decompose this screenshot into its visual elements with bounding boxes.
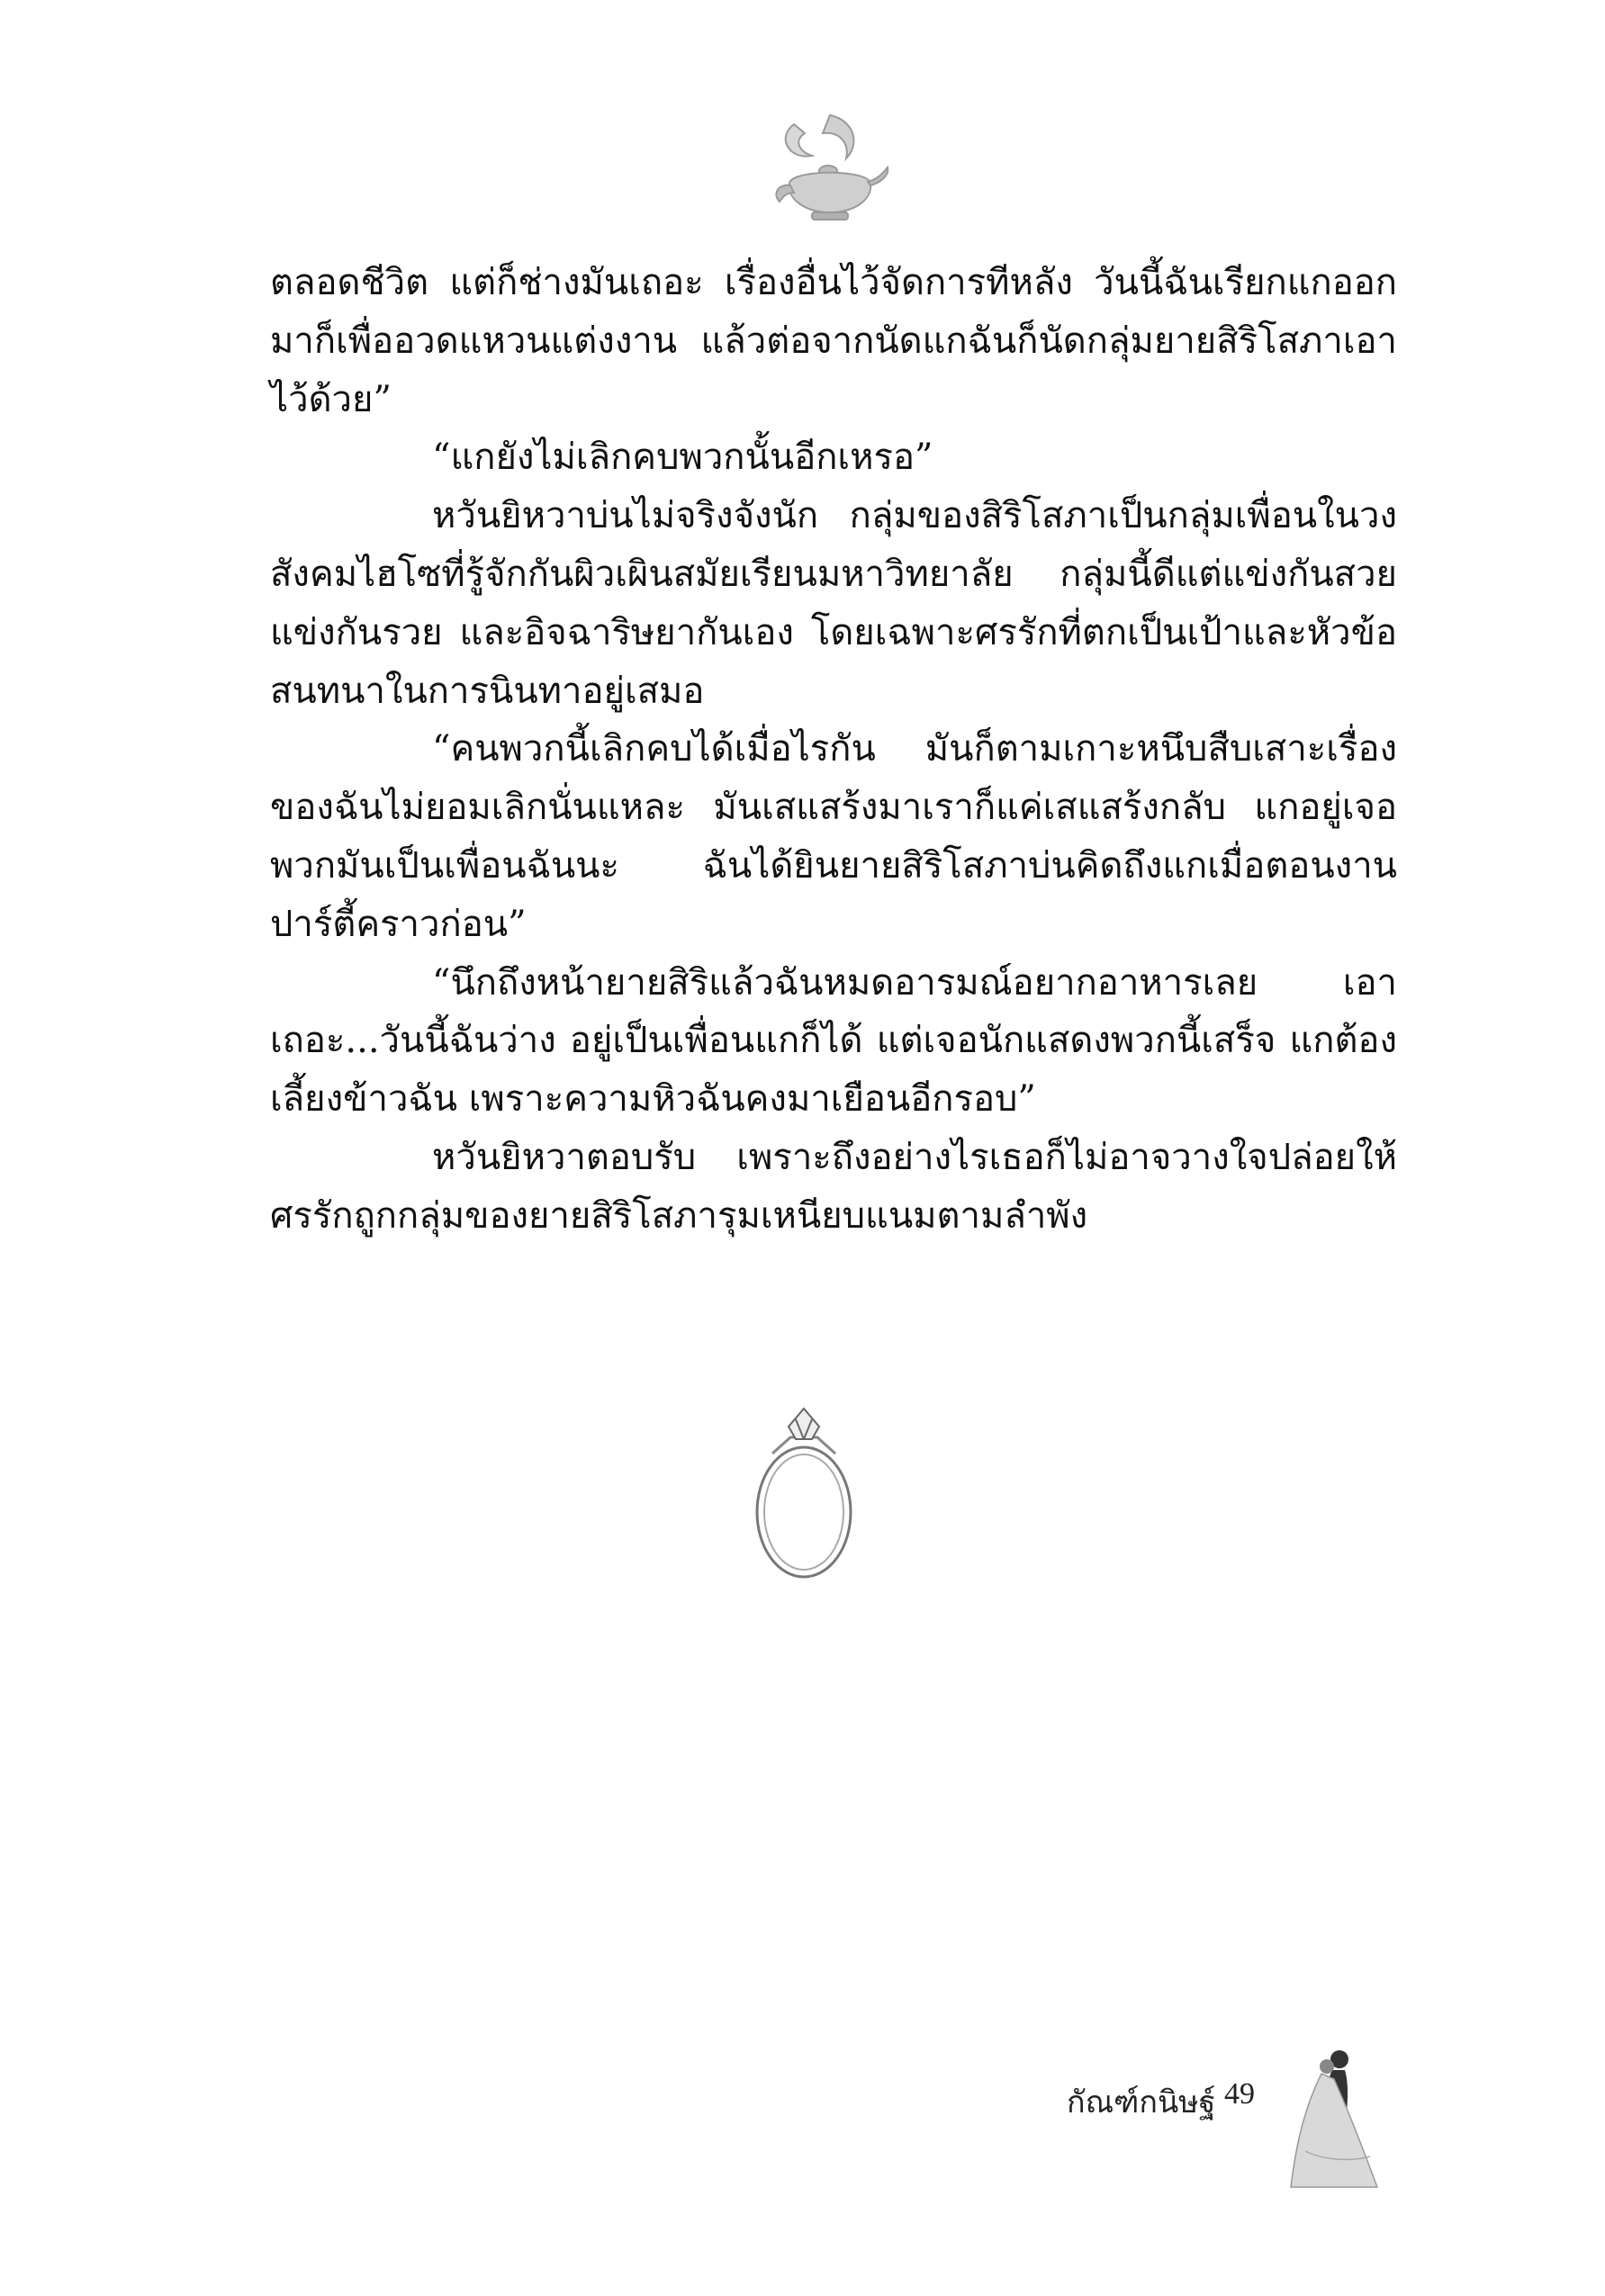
paragraph: “นึกถึงหน้ายายสิริแล้วฉันหมดอารมณ์อยากอาหารเลย เอาเถอะ...วันนี้ฉันว่าง อยู่เป็นเพื่อนแกก็ได้ แต่เจอนักแสดงพวกนี้เสร็จ แกต้องเลี้ยงข้าวฉัน เพราะความหิวฉันคงมาเยือนอีกรอบ”	[270, 961, 1397, 1121]
paragraph: ตลอดชีวิต แต่ก็ช่างมันเถอะ เรื่องอื่นไว้จัดการทีหลัง วันนี้ฉันเรียกแกออกมาก็เพื่ออวดแหวนแต่งงาน แล้วต่อจากนัดแกฉันก็นัดกลุ่มยายสิริโสภาเอาไว้ด้วย”	[270, 262, 1397, 420]
teapot-ornament-icon	[767, 106, 893, 232]
footer-author: กัณฑ์กนิษฐ์	[1067, 2084, 1216, 2120]
paragraph: หวันยิหวาตอบรับ เพราะถึงอย่างไรเธอก็ไม่อาจวางใจปล่อยให้ศรรักถูกกลุ่มของยายสิริโสภารุมเหนียบแนมตามลำพัง	[270, 1136, 1397, 1237]
page-number: 49	[1224, 2077, 1255, 2111]
body-text	[270, 254, 1397, 1246]
paragraph: “แกยังไม่เลิกคบพวกนั้นอีกเหรอ”	[432, 437, 933, 479]
paragraph: “คนพวกนี้เลิกคบได้เมื่อไรกัน มันก็ตามเกาะหนึบสืบเสาะเรื่องของฉันไม่ยอมเลิกนั่นแหละ มันเสแสร้งมาเราก็แค่เสแสร้งกลับ แกอยู่เจอพวกมันเป็นเพื่อนฉันนะ ฉันได้ยินยายสิริโสภาบ่นคิดถึงแกเมื่อตอนงานปาร์ตี้คราวก่อน”	[270, 728, 1397, 945]
engagement-ring-illustration	[745, 1400, 862, 1589]
paragraph: หวันยิหวาบ่นไม่จริงจังนัก กลุ่มของสิริโสภาเป็นกลุ่มเพื่อนในวงสังคมไฮโซที่รู้จักกันผิวเผินสมัยเรียนมหาวิทยาลัย กลุ่มนี้ดีแต่แข่งกันสวย แข่งกันรวย และอิจฉาริษยากันเอง โดยเฉพาะศรรักที่ตกเป็นเป้าและหัวข้อสนทนาในการนินทาอยู่เสมอ	[270, 495, 1397, 712]
bride-and-groom-illustration	[1287, 2043, 1386, 2192]
